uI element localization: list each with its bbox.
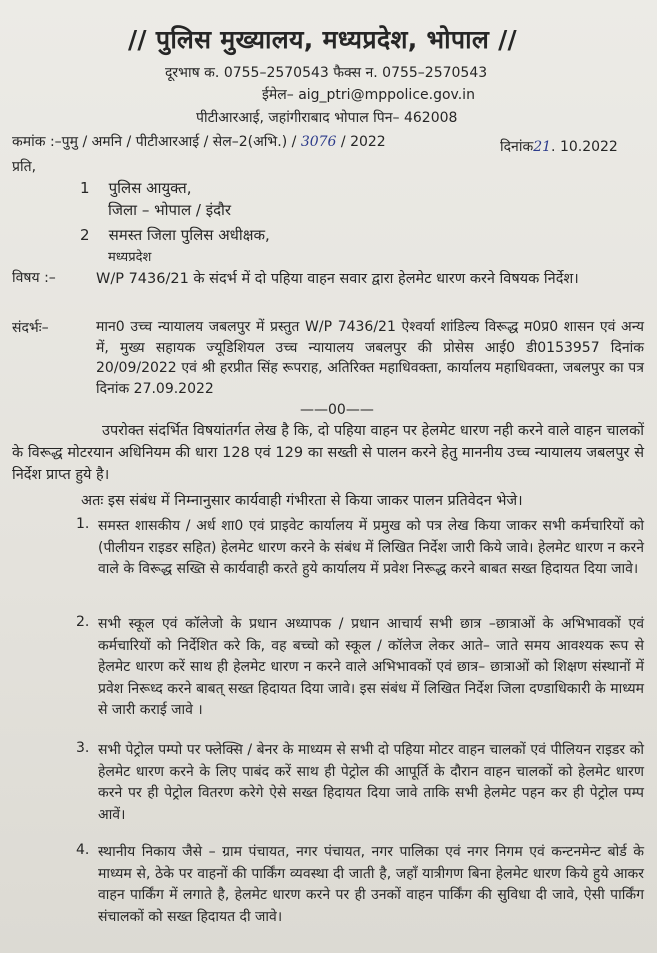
handwritten-day: 21 xyxy=(533,139,552,155)
handwritten-reference-number: 3076 xyxy=(300,134,337,150)
list-item-text: सभी स्कूल एवं कॉलेजो के प्रधान अध्यापक / प्रधान आचार्य सभी छात्र –छात्राओं के अभिभावकों एवं कर्मचारियों को निर्देशित करे कि, वह बच्चो को स्कूल / कॉलेज लेकर आते– जाते समय आवश्यक रूप से हेलमेट धारण करें साथ ही हेलमेट धारण न करने वाले अभिभावकों एवं छात्र– छात्राओं को शिक्षण संस्थानों में प्रवेश निरूध्द करने बाबत् सख्त हिदायत दिया जावे। इस संबंध में लिखित निर्देश जिला दण्डाधिकारी के माध्यम से जारी कराई जावे । xyxy=(98,616,644,718)
list-item-text: समस्त शासकीय / अर्ध शा0 एवं प्राइवेट कार्यालय में प्रमुख को पत्र लेख किया जाकर सभी कर्मचारियों को (पीलीयन राइडर सहित) हेलमेट धारण करने के संबंध में लिखित निर्देश जारी किये जावे। हेलमेट धारण न करने वाले के विरूद्ध सख्ति से कार्यवाही करते हुये कार्यालय में प्रवेश निरूद्ध करने बाबत सख्त हिदायत दिया जावे। xyxy=(98,518,644,577)
recipient-number: 2 xyxy=(80,226,90,244)
action-instruction-line: अतः इस संबंध में निम्नानुसार कार्यवाही गंभीरता से किया जाकर पालन प्रतिवेदन भेजे। xyxy=(81,493,523,509)
list-item-text: सभी पेट्रोल पम्पो पर फ्लेक्सि / बेनर के माध्यम से सभी दो पहिया मोटर वाहन चालकों एवं पीलियन राइडर को हेलमेट धारण करने के लिए पाबंद करें साथ ही पेट्रोल की आपूर्ति के दौरान वाहन चालकों को हेलमेट धारण करने पर ही पेट्रोल वितरण करेगे ऐसे सख्त हिदायत दिया जावे ताकि सभी हेलमेट पहन कर ही पेट्रोल पम्प आवें। xyxy=(98,742,644,823)
reference-prefix: कमांक :–पुमु / अमनि / पीटीआरआई / सेल–2(अभि.) / xyxy=(12,134,297,150)
recipient-title: समस्त जिला पुलिस अधीक्षक, xyxy=(108,226,270,244)
date-line xyxy=(500,137,618,156)
subject-text: W/P 7436/21 के संदर्भ में दो पहिया वाहन सवार द्वारा हेलमेट धारण करने विषयक निर्देश। xyxy=(96,271,579,287)
body-paragraph: उपरोक्त संदर्भित विषयांतर्गत लेख है कि, दो पहिया वाहन पर हेलमेट धारण नही करने वाले वाहन चालकों के विरूद्ध मोटरयान अधिनियम की धारा 128 एवं 129 का सख्ती से पालन करने हेतु माननीय उच्च न्यायालय जबलपुर से निर्देश प्राप्त हुये है। xyxy=(12,423,644,483)
sandarbh-text: मान0 उच्च न्यायालय जबलपुर में प्रस्तुत W/P 7436/21 ऐश्वर्या शांडिल्य विरूद्ध म0प्र0 शासन एवं अन्य में, मुख्य सहायक ज्यूडिशियल उच्च न्यायालय जबलपुर की प्रोसेस आई0 डी0153957 दिनांक 20/09/2022 एवं श्री हरप्रीत सिंह रूपराह, अतिरिक्त महाधिवक्ता, कार्यालय महाधिवक्ता, जबलपुर का पत्र दिनांक 27.09.2022 xyxy=(96,319,644,397)
recipient-number: 1 xyxy=(80,179,90,197)
reference-suffix: / 2022 xyxy=(340,134,386,150)
prati-label: प्रति, xyxy=(12,159,37,175)
recipient-1-district: जिला – भोपाल / इंदौर xyxy=(108,201,232,219)
recipient-2 xyxy=(80,225,270,245)
recipient-1 xyxy=(80,178,192,198)
separator: ——00—— xyxy=(300,402,374,418)
list-item-number: 2. xyxy=(76,614,90,630)
phone-fax-line: दूरभाष क. 0755–2570543 फैक्स न. 0755–2570543 xyxy=(165,65,488,81)
date-suffix: . 10.2022 xyxy=(551,139,618,155)
list-item-number: 1. xyxy=(76,516,90,532)
reference-number-line xyxy=(12,132,386,151)
list-item-text: स्थानीय निकाय जैसे – ग्राम पंचायत, नगर पंचायत, नगर पालिका एवं नगर निगम एवं कन्टनमेन्ट बोर्ड के माध्यम से, ठेके पर वाहनों की पार्किंग व्यवस्था दी जाती है, जहाँ यात्रीगण बिना हेलमेट धारण किये हुये आकर वाहन पार्किंग में लगाते है, हेलमेट धारण करने पर ही उनकों वाहन पार्किंग की सुविधा दी जावे, ऐसी पार्किंग संचालकों को सख्त हिदायत दी जावे। xyxy=(98,844,644,925)
date-label: दिनांक xyxy=(500,139,534,155)
list-item-number: 4. xyxy=(76,842,90,858)
letterhead-title: // पुलिस मुख्यालय, मध्यप्रदेश, भोपाल // xyxy=(128,25,517,54)
subject-label: विषय :– xyxy=(12,270,56,286)
address-line: पीटीआरआई, जहांगीराबाद भोपाल पिन– 462008 xyxy=(196,110,458,126)
list-item-number: 3. xyxy=(76,740,90,756)
recipient-title: पुलिस आयुक्त, xyxy=(108,179,192,197)
sandarbh-label: संदर्भः– xyxy=(12,320,49,336)
recipient-2-state: मध्यप्रदेश xyxy=(108,250,152,265)
email-line: ईमेल– aig_ptri@mppolice.gov.in xyxy=(262,87,475,103)
